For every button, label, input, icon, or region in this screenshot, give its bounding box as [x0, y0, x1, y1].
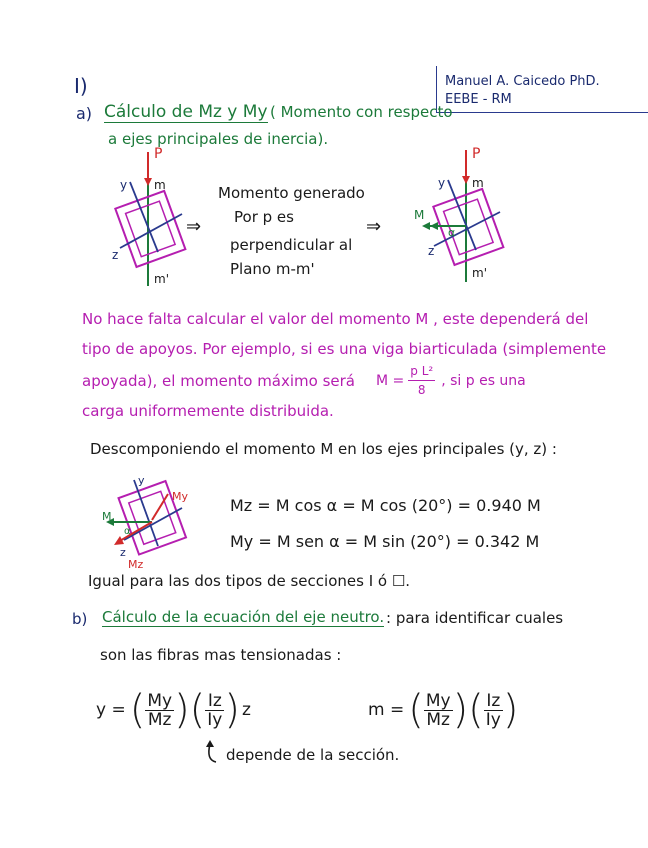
f1-den-2: Iy [207, 709, 223, 730]
decomp-label-mz: Mz [128, 558, 144, 571]
note-line-1: No hace falta calcular el valor del momento M , este dependerá del [82, 310, 589, 328]
section-label: I) [74, 74, 88, 98]
label-mprime-right: m' [472, 266, 487, 280]
label-y-left: y [120, 178, 128, 192]
label-z-left: z [112, 248, 119, 262]
moment-text-line-3: perpendicular al [230, 236, 353, 254]
f1-num-1: My [147, 690, 173, 711]
axis-y-line [130, 182, 158, 252]
f2-den-2: Iy [485, 709, 501, 730]
f1-num-2: Iz [205, 692, 224, 711]
note-line-3: apoyada), el momento máximo será [82, 372, 355, 390]
note-formula-den: 8 [417, 383, 426, 397]
moment-m-arrow-head [422, 222, 430, 230]
note-formula-suffix: , si p es una [441, 372, 526, 389]
part-a-title-rest: ( Momento con respecto [270, 103, 453, 121]
f1-den-1: Mz [147, 709, 172, 730]
f1-frac-2 [205, 692, 224, 729]
decomp-label-y: y [138, 474, 145, 487]
f2-paren-open-2: ( [468, 687, 484, 733]
f1-paren-close-1: ) [174, 687, 190, 733]
curved-arrow-icon [202, 740, 222, 764]
f2-paren-close-2: ) [502, 687, 519, 733]
decomp-label-my: My [172, 490, 189, 503]
note-formula-prefix: M = [376, 372, 405, 389]
author-name: Manuel A. Caicedo PhD. [445, 74, 600, 89]
f2-frac-2 [484, 692, 503, 729]
note-line-2: tipo de apoyos. Por ejemplo, si es una viga biarticulada (simplemente [82, 340, 607, 358]
decomp-label-m: M [102, 510, 112, 523]
neutral-axis-formula-y [96, 687, 251, 733]
f1-frac-1 [145, 692, 174, 729]
f1-lhs: y = [96, 700, 126, 720]
section-outer-rect [115, 191, 185, 267]
f2-num-2: Iz [484, 692, 503, 711]
moment-m-arrow-head-2 [430, 222, 438, 230]
part-b-letter: b) [72, 610, 88, 628]
equation-my: My = M sen α = M sin (20°) = 0.342 M [230, 532, 540, 551]
label-m-right: m [472, 176, 484, 190]
decomp-label-z: z [120, 546, 126, 559]
implies-arrow-1: ⇒ [186, 216, 202, 237]
axis-z-line [120, 214, 182, 248]
label-mprime-left: m' [154, 272, 169, 286]
part-b-title: Cálculo de la ecuación del eje neutro. [102, 608, 385, 626]
decomp-axis-y [134, 480, 158, 546]
label-z-right: z [428, 244, 435, 258]
f2-lhs: m = [368, 700, 405, 720]
load-p-arrow-head-right [462, 176, 470, 184]
implies-arrow-2: ⇒ [366, 216, 382, 237]
label-moment-m-right: M [414, 208, 425, 222]
f1-paren-open-1: ( [129, 687, 146, 733]
f1-tail: z [241, 700, 251, 720]
f2-den-1: Mz [426, 709, 450, 730]
depende-text: depende de la sección. [226, 746, 400, 764]
label-m-left: m [154, 178, 166, 192]
moment-text-line-4: Plano m-m' [230, 260, 315, 278]
igual-text: Igual para las dos tipos de secciones I ó ☐. [88, 572, 411, 590]
label-alpha-right: α [448, 226, 456, 239]
f2-frac-1 [424, 692, 453, 729]
moment-text-line-1: Momento generado [218, 184, 365, 202]
load-p-arrow-head [144, 178, 152, 186]
note-formula [376, 362, 526, 399]
label-p-left: P [154, 146, 163, 162]
decomp-label-alpha: α [124, 526, 131, 537]
f2-num-1: My [425, 690, 451, 711]
neutral-axis-formula-m [368, 687, 519, 733]
axis-y-line-right [448, 180, 476, 250]
author-dept: EEBE - RM [445, 92, 512, 107]
author-box [436, 66, 648, 113]
note-formula-num: p L² [408, 362, 435, 381]
f2-paren-open-1: ( [408, 687, 424, 733]
part-a-line2: a ejes principales de inercia). [108, 130, 329, 148]
section-inner-rect [126, 201, 176, 257]
part-b-line2: son las fibras mas tensionadas : [100, 646, 342, 664]
f1-paren-open-2: ( [189, 687, 206, 733]
decomp-diagram [96, 470, 206, 570]
label-y-right: y [438, 176, 446, 190]
note-formula-fraction [408, 362, 435, 399]
part-a-letter: a) [76, 104, 93, 123]
note-line-4: carga uniformemente distribuida. [82, 402, 334, 420]
f2-paren-close-1: ) [452, 687, 469, 733]
equation-mz: Mz = M cos α = M cos (20°) = 0.940 M [230, 496, 541, 515]
f1-paren-close-2: ) [224, 687, 240, 733]
part-a-title: Cálculo de Mz y My [104, 102, 268, 122]
part-b-title-rest: : para identificar cuales [386, 609, 564, 627]
moment-text-line-2: Por p es [234, 208, 294, 226]
decomp-text: Descomponiendo el momento M en los ejes principales (y, z) : [90, 440, 557, 458]
section-diagram-right [408, 146, 518, 286]
label-p-right: P [472, 146, 481, 162]
